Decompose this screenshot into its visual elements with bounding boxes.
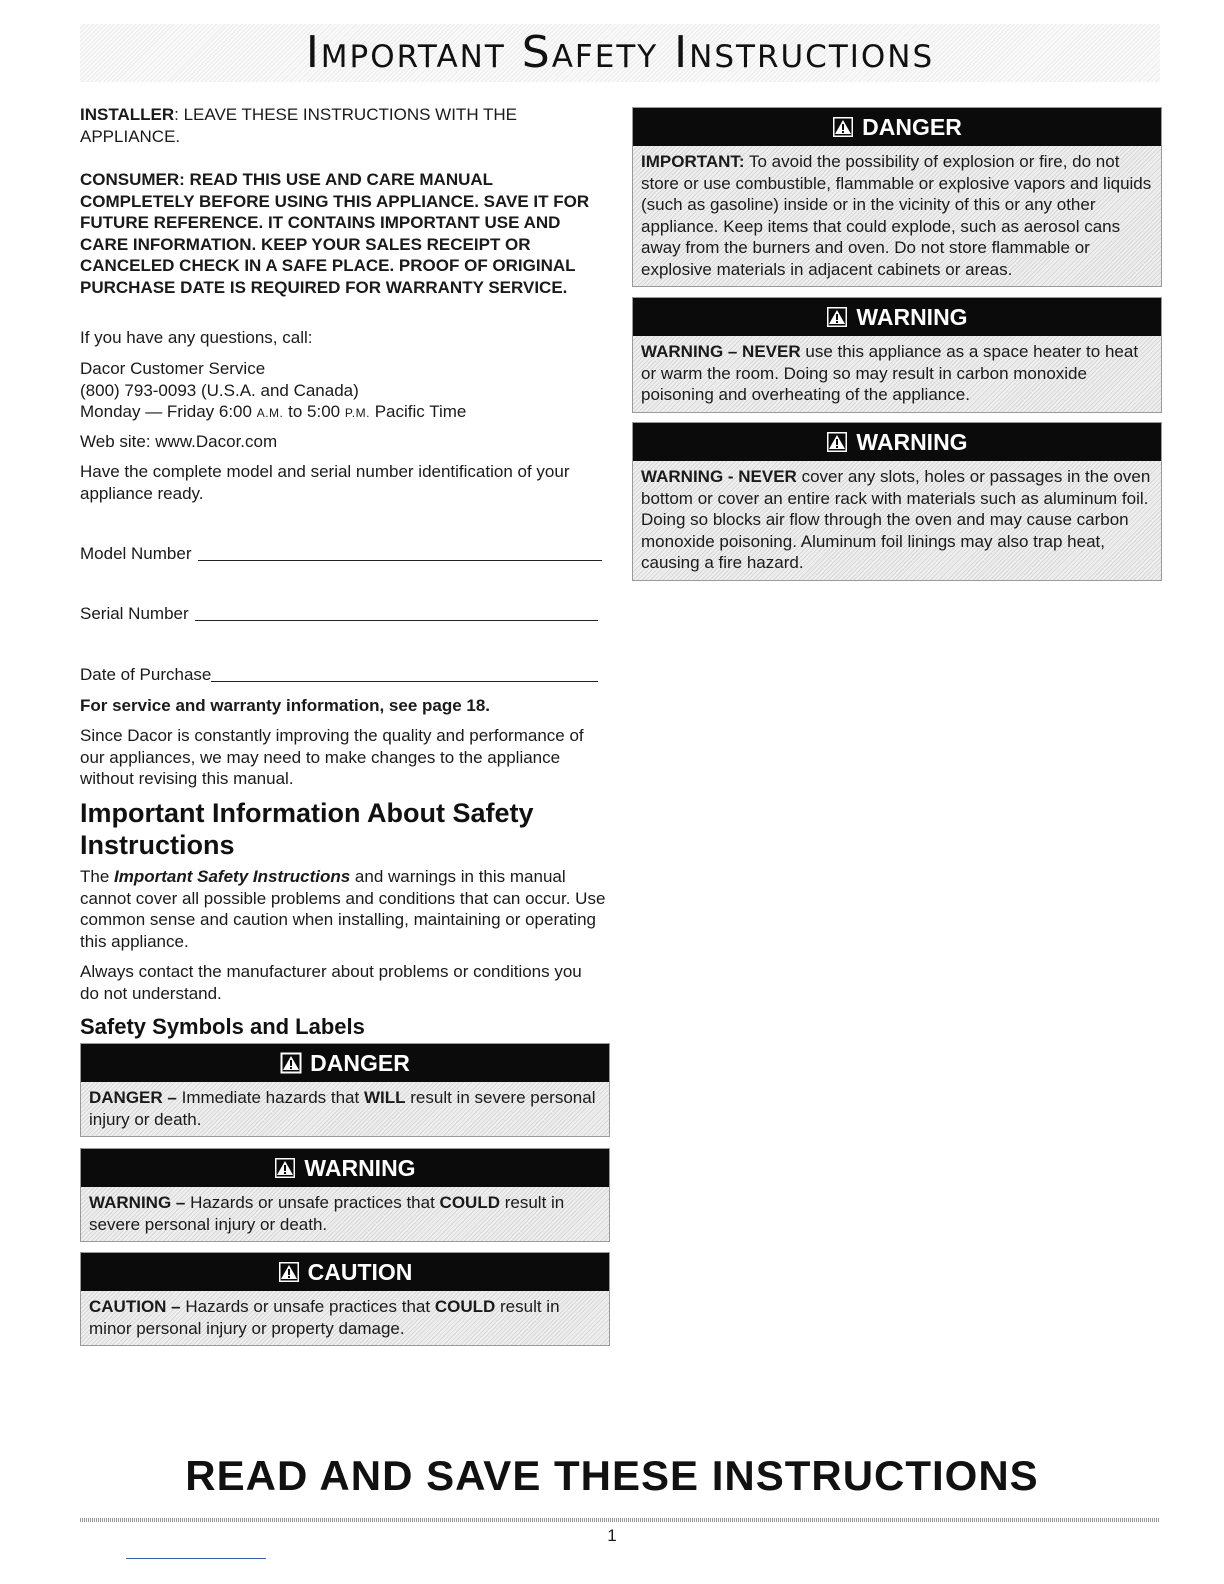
symbols-heading: Safety Symbols and Labels [80, 1014, 365, 1039]
serial-number-line[interactable] [195, 619, 598, 621]
warning-triangle-icon [826, 431, 848, 453]
warning-symbol-emph: COULD [439, 1193, 500, 1212]
caution-symbol-header [81, 1253, 609, 1291]
warning-foil-key: WARNING - NEVER [641, 467, 797, 486]
purchase-date-field [80, 665, 598, 685]
installer-label: INSTALLER [80, 105, 175, 124]
have-model-text: Have the complete model and serial number identification of your appliance ready. [80, 462, 570, 503]
hours-days: Monday — Friday 6:00 [80, 402, 252, 421]
warning-symbol-title: WARNING [304, 1155, 416, 1181]
contact-block [80, 358, 600, 425]
warning-triangle-icon [274, 1157, 296, 1179]
improving-text: Since Dacor is constantly improving the quality and performance of our appliances, we may need to make changes to the appliance without revising this manual. [80, 726, 584, 788]
warning-space-heater-body [633, 336, 1161, 412]
footnote-rule [126, 1558, 266, 1559]
hours-tz: Pacific Time [374, 402, 467, 421]
warning-triangle-icon [826, 306, 848, 328]
model-number-line[interactable] [198, 559, 603, 561]
warning-foil-title: WARNING [856, 429, 968, 455]
danger-symbol-post: result in severe personal injury or death. [89, 1088, 596, 1129]
page-number: 1 [607, 1526, 617, 1545]
warning-triangle-icon [280, 1052, 302, 1074]
danger-symbol-box [80, 1043, 610, 1137]
caution-symbol-pre: Hazards or unsafe practices that [185, 1297, 431, 1316]
danger-symbol-title: DANGER [310, 1050, 410, 1076]
danger-symbol-body [81, 1082, 609, 1136]
footer-divider [80, 1518, 1160, 1522]
warning-symbol-key: WARNING – [89, 1193, 186, 1212]
model-number-field [80, 544, 602, 564]
warning-space-heater-text: use this appliance as a space heater to heat or warm the room. Doing so may result in carbon monoxide poisoning and overheating of the appliance. [641, 342, 1139, 404]
serial-number-label: Serial Number [80, 604, 189, 623]
safety-info-text [80, 866, 608, 952]
service-phone: (800) 793-0093 (U.S.A. and Canada) [80, 380, 359, 400]
warning-symbol-post: result in severe personal injury or death. [89, 1193, 565, 1234]
warning-space-heater-key: WARNING – NEVER [641, 342, 801, 361]
consumer-note: CONSUMER: READ THIS USE AND CARE MANUAL COMPLETELY BEFORE USING THIS APPLIANCE. SAVE IT FOR FUTURE REFERENCE. IT CONTAINS IMPORTANT USE AND CARE INFORMATION. KEEP YOUR SALES RECEIPT OR CANCELED CHECK IN A SAFE PLACE. PROOF OF ORIGINAL PURCHASE DATE IS REQUIRED FOR WARRANTY SERVICE. [80, 170, 590, 297]
warning-space-heater-header [633, 298, 1161, 336]
questions-text: If you have any questions, call: [80, 328, 313, 347]
danger-symbol-emph: WILL [363, 1088, 406, 1107]
danger-symbol-header [81, 1044, 609, 1082]
symbols-section [80, 1014, 600, 1040]
caution-symbol-title: CAUTION [307, 1259, 413, 1285]
warning-foil-text: cover any slots, holes or passages in the oven bottom or cover an entire rack with materials such as aluminum foil. Doing so blocks air flow through the oven and may cause carbon monoxide poisoning. Aluminum foil linings may also trap heat, causing a fire hazard. [641, 467, 1151, 572]
section-heading: Important Information About Safety Instructions [80, 798, 534, 860]
warning-space-heater-box [632, 297, 1162, 413]
serial-number-field [80, 604, 598, 624]
safety-info-section [80, 797, 600, 861]
caution-symbol-box [80, 1252, 610, 1346]
danger-explosion-box [632, 107, 1162, 287]
hours-to: to 5:00 [288, 402, 341, 421]
caution-symbol-body [81, 1291, 609, 1345]
caution-symbol-emph: COULD [434, 1297, 496, 1316]
danger-explosion-header [633, 108, 1161, 146]
model-number-label: Model Number [80, 544, 192, 563]
info-rest: and warnings in this manual cannot cover all possible problems and conditions that can occur. Use common sense and caution when installing, maintaining or operating this appliance. [80, 867, 606, 951]
service-name: Dacor Customer Service [80, 359, 266, 378]
warning-foil-header [633, 423, 1161, 461]
info-the: The [80, 867, 110, 886]
danger-symbol-key: DANGER – [89, 1088, 177, 1107]
always-contact-text: Always contact the manufacturer about problems or conditions you do not understand. [80, 962, 582, 1003]
installer-text: : LEAVE THESE INSTRUCTIONS WITH THE APPLIANCE. [80, 105, 518, 146]
footer-title: READ AND SAVE THESE INSTRUCTIONS [185, 1452, 1039, 1499]
purchase-date-line[interactable] [211, 680, 598, 682]
caution-symbol-key: CAUTION – [89, 1297, 181, 1316]
service-reference: For service and warranty information, see page 18. [80, 696, 491, 715]
info-emphasis: Important Safety Instructions [114, 867, 351, 886]
warning-triangle-icon [278, 1261, 300, 1283]
purchase-date-label: Date of Purchase [80, 665, 212, 684]
warning-foil-box [632, 422, 1162, 581]
warning-symbol-body [81, 1187, 609, 1241]
website-text: Web site: www.Dacor.com [80, 432, 278, 451]
installer-note [80, 104, 600, 147]
service-hours [80, 401, 600, 425]
hours-am: A.M. [256, 406, 284, 420]
caution-symbol-post: result in minor personal injury or property damage. [89, 1297, 560, 1338]
hours-pm: P.M. [344, 406, 370, 420]
danger-explosion-title: DANGER [862, 114, 962, 140]
danger-symbol-pre: Immediate hazards that [181, 1088, 360, 1107]
warning-space-heater-title: WARNING [856, 304, 968, 330]
warning-symbol-pre: Hazards or unsafe practices that [190, 1193, 435, 1212]
danger-explosion-key: IMPORTANT: [641, 152, 745, 171]
danger-explosion-body [633, 146, 1161, 286]
page-title: Important Safety Instructions [80, 24, 1160, 82]
warning-symbol-header [81, 1149, 609, 1187]
warning-triangle-icon [832, 116, 854, 138]
warning-foil-body [633, 461, 1161, 580]
warning-symbol-box [80, 1148, 610, 1242]
danger-explosion-text: To avoid the possibility of explosion or fire, do not store or use combustible, flammable or explosive vapors and liquids (such as gasoline) inside or in the vicinity of this or any other appliance. Keep items that could explode, such as aerosol cans away from the burners and oven. Do not store flammable or explosive materials in adjacent cabinets or areas. [641, 152, 1152, 279]
